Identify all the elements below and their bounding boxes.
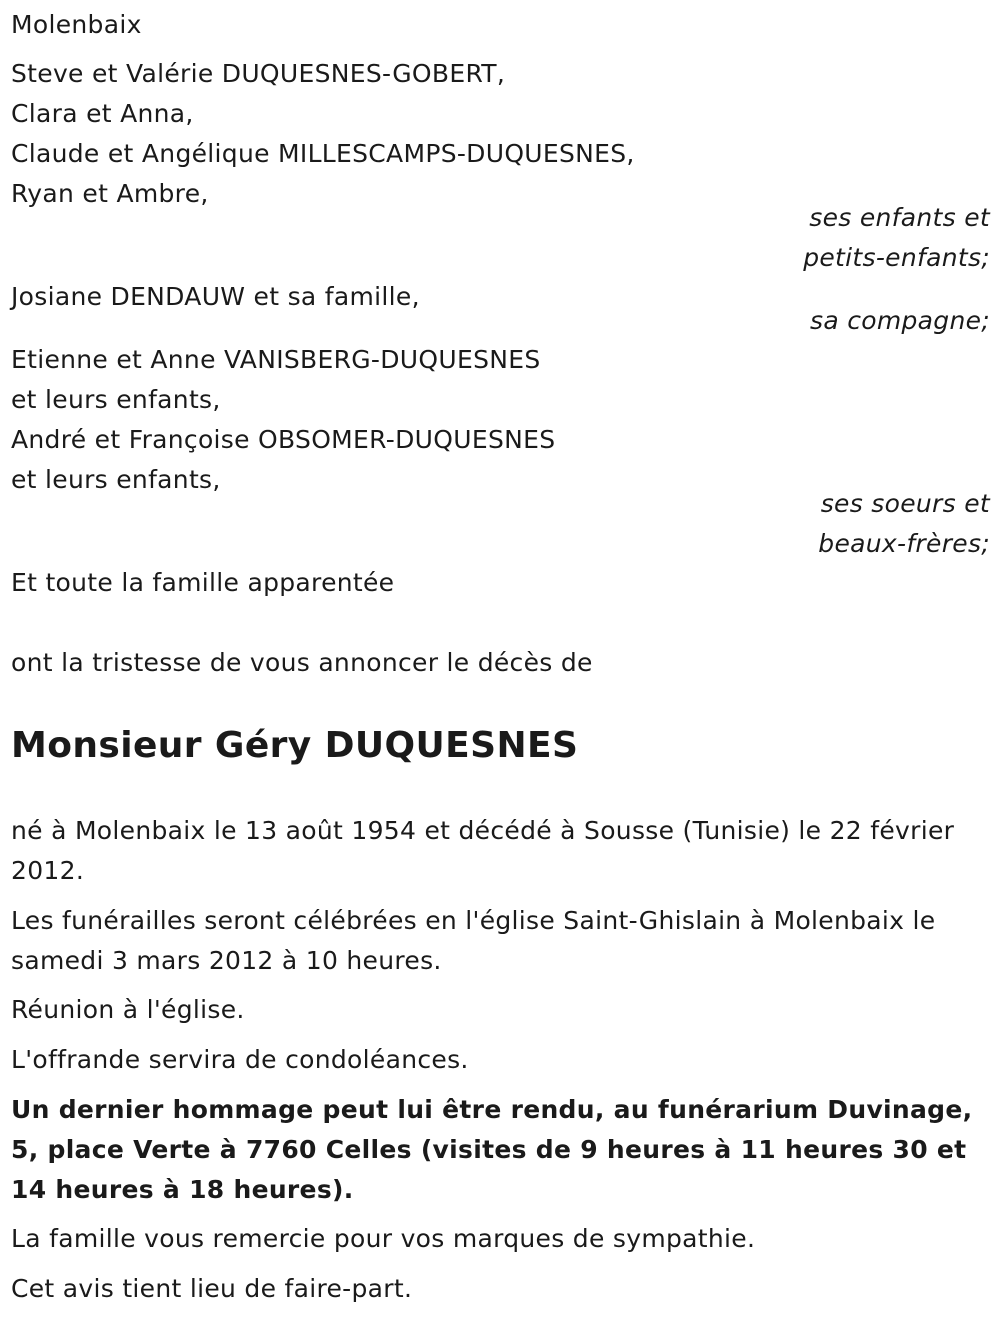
relation-children-2: petits-enfants; [803,243,990,272]
family-line-children-2: Clara et Anna, [11,99,194,128]
family-line-children-4: Ryan et Ambre, [11,179,209,208]
announcement-intro: ont la tristesse de vous annoncer le décès de [11,648,593,677]
tribute-details: Un dernier hommage peut lui être rendu, au funérarium Duvinage, 5, place Verte à 7760 Celles (visites de 9 heures à 11 heures 30 et 14 heures à 18 heures). [11,1095,973,1204]
family-line-siblings-2: et leurs enfants, [11,385,221,414]
deceased-name: Monsieur Géry DUQUESNES [11,725,579,766]
relation-children-1: ses enfants et [809,203,990,232]
family-line-children-3: Claude et Angélique MILLESCAMPS-DUQUESNES, [11,139,635,168]
location: Molenbaix [11,10,142,39]
family-line-children-1: Steve et Valérie DUQUESNES-GOBERT, [11,59,506,88]
offering-details: L'offrande servira de condoléances. [11,1045,469,1074]
notice-text: Cet avis tient lieu de faire-part. [11,1274,413,1303]
relation-siblings-2: beaux-frères; [818,529,990,558]
family-line-siblings-4: et leurs enfants, [11,465,221,494]
relation-siblings-1: ses soeurs et [820,489,990,518]
meeting-details: Réunion à l'église. [11,995,245,1024]
family-line-siblings-3: André et Françoise OBSOMER-DUQUESNES [11,425,556,454]
birth-death-details: né à Molenbaix le 13 août 1954 et décédé à Sousse (Tunisie) le 22 février 2012. [11,816,955,885]
relation-partner: sa compagne; [810,306,990,335]
thanks-text: La famille vous remercie pour vos marques de sympathie. [11,1224,756,1253]
family-line-partner: Josiane DENDAUW et sa famille, [11,282,420,311]
family-line-extended: Et toute la famille apparentée [11,568,395,597]
funeral-details: Les funérailles seront célébrées en l'église Saint-Ghislain à Molenbaix le samedi 3 mars 2012 à 10 heures. [11,906,936,975]
family-line-siblings-1: Etienne et Anne VANISBERG-DUQUESNES [11,345,541,374]
